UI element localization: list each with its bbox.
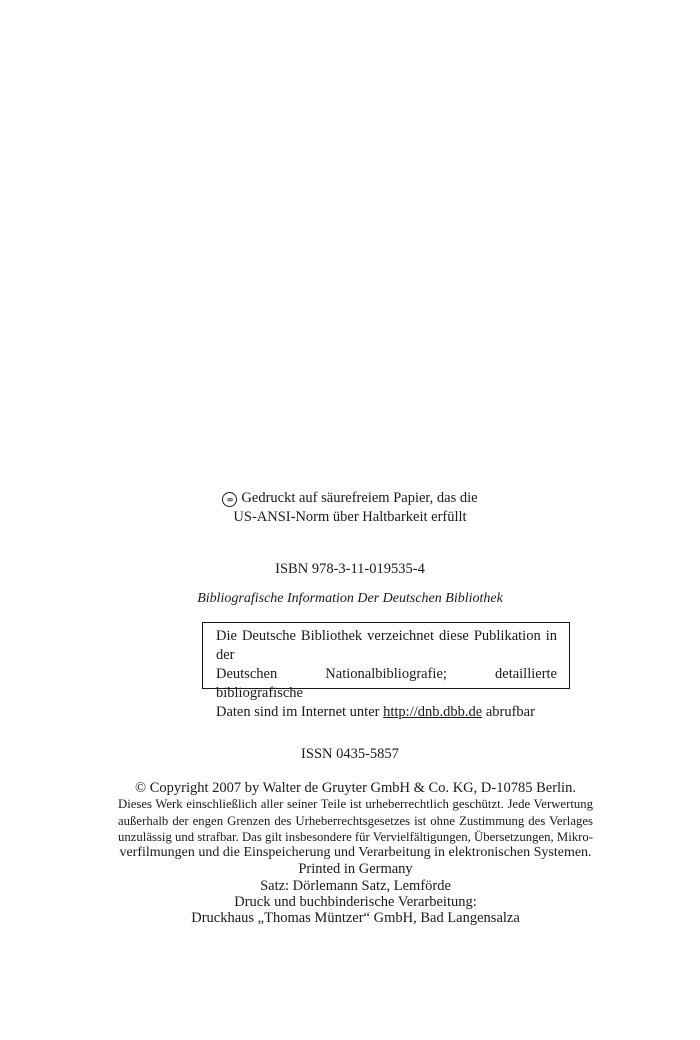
bib-line-1: Die Deutsche Bibliothek verzeichnet diese Publikation in der bbox=[216, 628, 557, 663]
bib-line-3-suffix: abrufbar bbox=[482, 704, 535, 720]
isbn: ISBN 978-3-11-019535-4 bbox=[275, 561, 425, 577]
rights-line-3: unzulässig und strafbar. Das gilt insbesondere für Vervielfältigungen, Übersetzungen, Mikro- bbox=[118, 829, 593, 844]
issn: ISSN 0435-5857 bbox=[301, 746, 399, 762]
rights-line-2: außerhalb der engen Grenzen des Urheberrechtsgesetzes ist ohne Zustimmung des Verlages bbox=[118, 813, 593, 828]
typesetting: Satz: Dörlemann Satz, Lemförde bbox=[260, 877, 451, 894]
infinity-paper-icon: ∞ bbox=[222, 492, 237, 507]
paper-note-text-1: Gedruckt auf säurefreiem Papier, das die bbox=[241, 490, 478, 506]
bib-line-2: Deutschen Nationalbibliografie; detaillierte bibliografische bbox=[216, 666, 557, 701]
bib-line-3 bbox=[216, 703, 557, 722]
bib-line-3-prefix: Daten sind im Internet unter bbox=[216, 704, 384, 720]
rights-line-4: verfilmungen und die Einspeicherung und Verarbeitung in elektronischen Systemen. bbox=[119, 845, 592, 861]
printer: Druckhaus „Thomas Müntzer“ GmbH, Bad Langensalza bbox=[191, 910, 520, 927]
paper-note-line-1 bbox=[0, 489, 700, 508]
dnb-link[interactable]: http://dnb.dbb.de bbox=[383, 704, 483, 720]
copyright-line: © Copyright 2007 by Walter de Gruyter GmbH & Co. KG, D-10785 Berlin. bbox=[135, 780, 576, 796]
rights-line-1: Dieses Werk einschließlich aller seiner Teile ist urheberrechtlich geschützt. Jede Verwertung bbox=[118, 797, 593, 812]
paper-note-line-2: US-ANSI-Norm über Haltbarkeit erfüllt bbox=[233, 509, 467, 525]
print-label: Druck und buchbinderische Verarbeitung: bbox=[234, 894, 477, 911]
bibliographic-info-box bbox=[202, 622, 570, 720]
acid-free-paper-note bbox=[0, 489, 700, 527]
bibliographic-info-heading: Bibliografische Information Der Deutschen Bibliothek bbox=[197, 591, 503, 606]
copyright-block bbox=[118, 780, 593, 927]
printed-in: Printed in Germany bbox=[298, 861, 413, 878]
